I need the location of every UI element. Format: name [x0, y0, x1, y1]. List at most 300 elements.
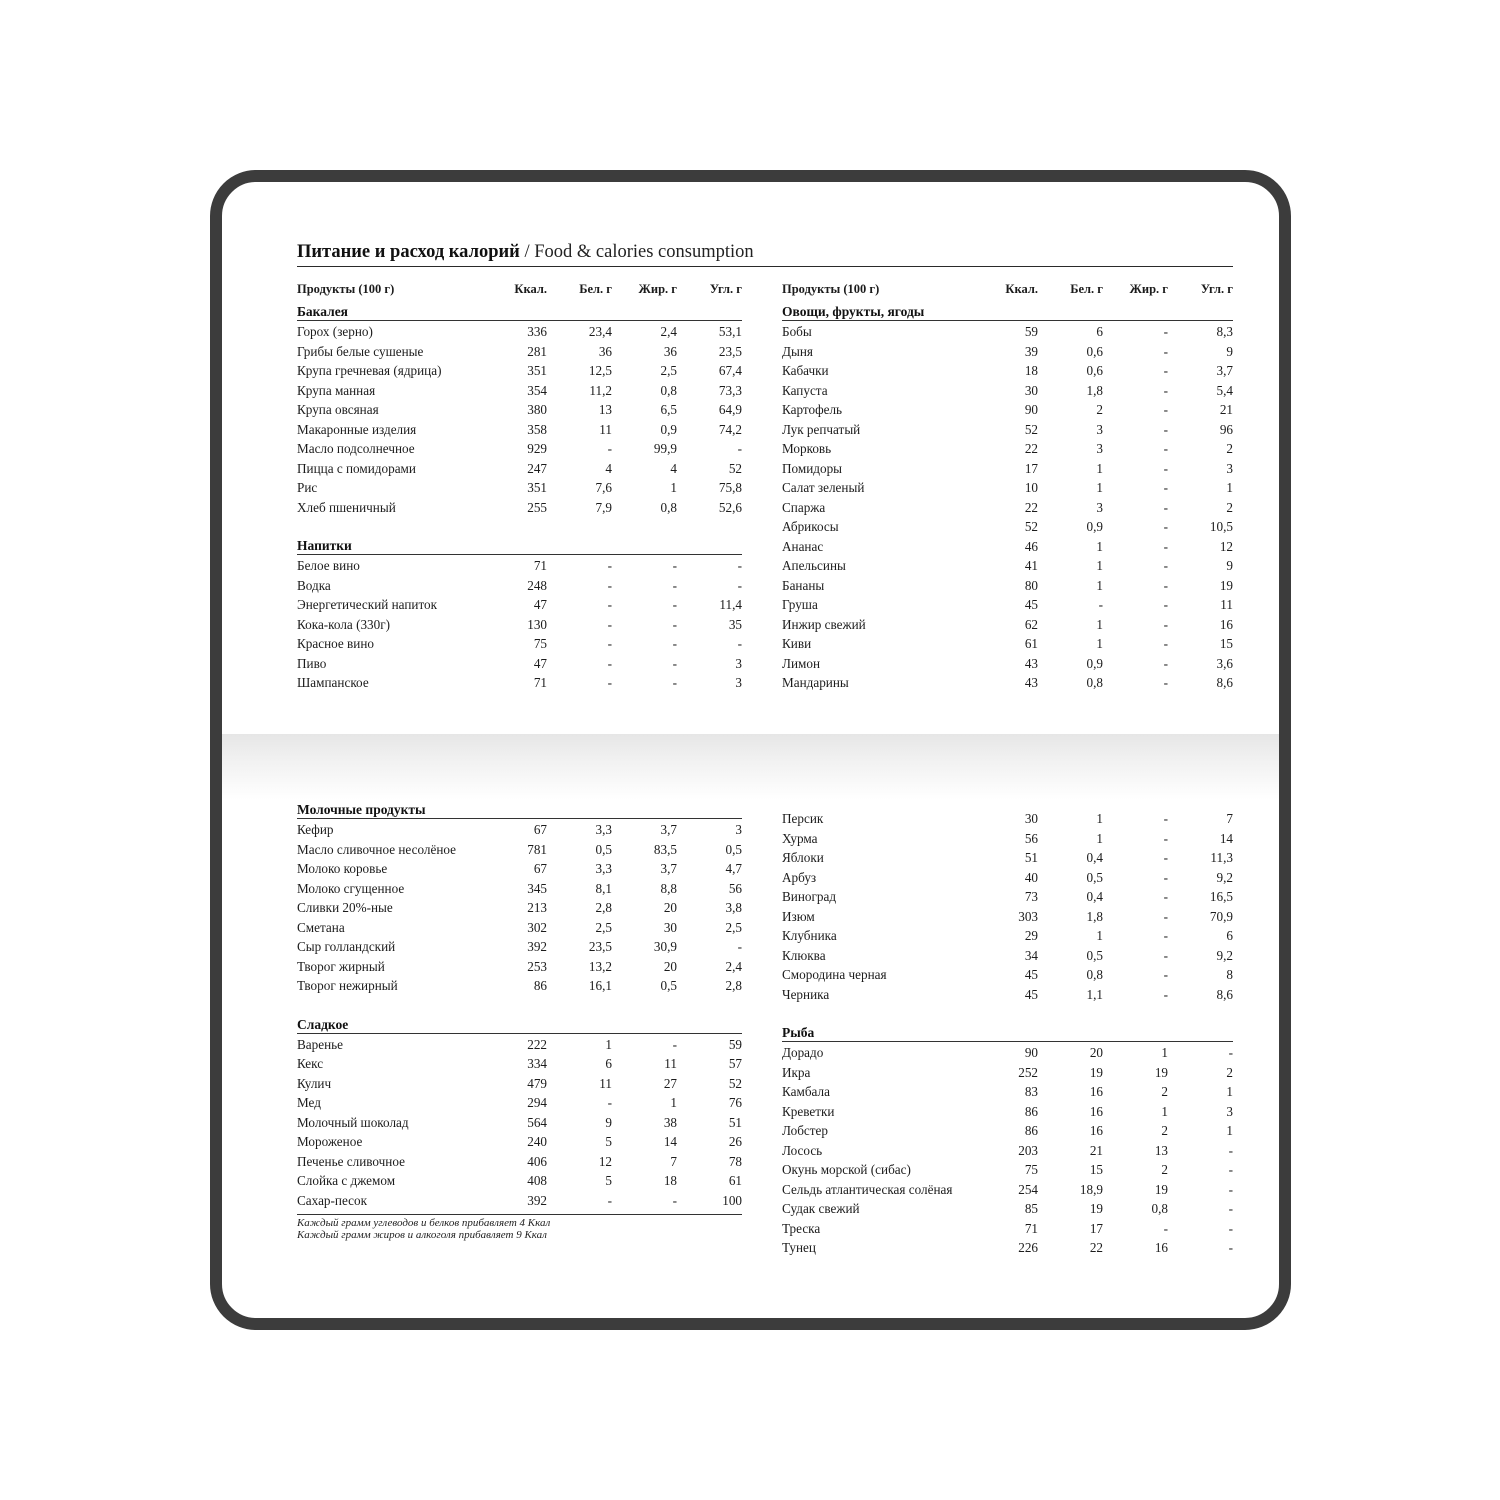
- kcal-value: 406: [527, 1153, 547, 1169]
- protein-value: 0,6: [1086, 343, 1103, 359]
- fat-value: 7: [670, 1153, 677, 1169]
- section-rows: [782, 809, 1233, 1004]
- header-carbs: Угл. г: [709, 281, 742, 296]
- carbs-value: 19: [1219, 577, 1233, 593]
- table-row: [782, 1102, 1233, 1122]
- protein-value: 19: [1089, 1064, 1103, 1080]
- product-name: Мандарины: [782, 675, 849, 690]
- protein-value: 0,8: [1086, 967, 1103, 982]
- kcal-value: 17: [1024, 460, 1038, 476]
- product-name: Арбуз: [782, 869, 817, 885]
- kcal-value: 130: [527, 616, 547, 632]
- table-row: [297, 420, 742, 440]
- table-header: [782, 279, 1233, 299]
- carbs-value: 11: [1220, 597, 1233, 612]
- fat-value: -: [672, 1036, 677, 1052]
- carbs-value: 3,7: [1216, 363, 1233, 378]
- product-name: Слойка с джемом: [297, 1173, 396, 1188]
- carbs-value: 9,2: [1216, 947, 1233, 963]
- protein-value: 5: [605, 1173, 612, 1188]
- kcal-value: 73: [1024, 889, 1038, 904]
- carbs-value: 8,6: [1216, 675, 1233, 690]
- carbs-value: 59: [728, 1036, 742, 1052]
- table-row: [297, 1074, 742, 1094]
- kcal-value: 281: [527, 343, 547, 359]
- kcal-value: 351: [527, 480, 547, 495]
- product-name: Окунь морской (сибас): [782, 1162, 911, 1177]
- protein-value: 16: [1089, 1123, 1103, 1138]
- carbs-value: 21: [1219, 402, 1233, 417]
- table-row: [782, 1082, 1233, 1102]
- product-name: Судак свежий: [782, 1201, 860, 1216]
- product-name: Крупа овсяная: [297, 402, 379, 417]
- fat-value: 0,8: [660, 382, 677, 398]
- fat-value: 27: [663, 1075, 677, 1091]
- fat-value: -: [1163, 421, 1168, 437]
- product-name: Белое вино: [297, 558, 360, 573]
- protein-value: -: [607, 616, 612, 632]
- carbs-value: 35: [728, 616, 742, 632]
- protein-value: 0,9: [1086, 519, 1103, 534]
- fat-value: 0,9: [660, 421, 677, 437]
- product-name: Бананы: [782, 577, 825, 593]
- product-name: Камбала: [782, 1084, 830, 1099]
- fat-value: -: [1163, 343, 1168, 359]
- fat-value: 99,9: [653, 441, 677, 456]
- kcal-value: 39: [1024, 343, 1038, 359]
- protein-value: -: [607, 655, 612, 671]
- table-row: [782, 809, 1233, 829]
- carbs-value: -: [737, 577, 742, 593]
- kcal-value: 47: [533, 655, 547, 671]
- product-name: Морковь: [782, 441, 832, 456]
- kcal-value: 392: [527, 939, 547, 954]
- kcal-value: 479: [527, 1075, 547, 1091]
- fat-value: -: [1163, 675, 1168, 690]
- protein-value: 8,1: [595, 880, 612, 896]
- header-protein: Бел. г: [1070, 281, 1103, 296]
- table-row: [297, 400, 742, 420]
- kcal-value: 71: [533, 558, 547, 573]
- table-header: [297, 279, 742, 299]
- protein-value: 1: [1096, 616, 1103, 632]
- carbs-value: 11,3: [1210, 850, 1233, 865]
- kcal-value: 358: [527, 421, 547, 437]
- fat-value: -: [1163, 1220, 1168, 1236]
- kcal-value: 303: [1018, 908, 1038, 924]
- table-row: [297, 439, 742, 459]
- protein-value: 2,8: [595, 900, 612, 915]
- fat-value: 20: [663, 900, 677, 915]
- protein-value: 6: [1096, 324, 1103, 339]
- fat-value: -: [1163, 363, 1168, 378]
- table-row: [782, 400, 1233, 420]
- fat-value: -: [1163, 986, 1168, 1002]
- product-name: Сметана: [297, 919, 345, 935]
- fat-value: -: [1163, 324, 1168, 339]
- product-name: Капуста: [782, 382, 828, 398]
- section-produce-continued: [782, 809, 1233, 1004]
- section-drinks: [297, 537, 742, 693]
- carbs-value: 7: [1226, 811, 1233, 826]
- carbs-value: 3: [1226, 460, 1233, 476]
- fat-value: -: [1163, 869, 1168, 885]
- table-row: [782, 868, 1233, 888]
- product-name: Сахар-песок: [297, 1192, 368, 1208]
- carbs-value: 96: [1219, 421, 1233, 437]
- table-row: [297, 1191, 742, 1211]
- protein-value: 1: [1096, 480, 1103, 495]
- protein-value: 2: [1096, 402, 1103, 417]
- protein-value: 13: [598, 402, 612, 417]
- carbs-value: 78: [728, 1153, 742, 1169]
- protein-value: 1: [1096, 538, 1103, 554]
- fat-value: 36: [663, 343, 677, 359]
- table-row: [297, 898, 742, 918]
- carbs-value: 76: [728, 1095, 742, 1110]
- carbs-value: 8,3: [1216, 324, 1233, 339]
- protein-value: 12,5: [588, 363, 612, 378]
- protein-value: -: [607, 558, 612, 573]
- table-row: [782, 829, 1233, 849]
- protein-value: 6: [605, 1056, 612, 1071]
- kcal-value: 75: [533, 636, 547, 651]
- carbs-value: 1: [1226, 480, 1233, 495]
- table-row: [782, 654, 1233, 674]
- kcal-value: 254: [1018, 1181, 1038, 1197]
- title-ru: Питание и расход калорий: [297, 242, 520, 262]
- fat-value: -: [1163, 830, 1168, 846]
- header-product: Продукты (100 г): [297, 281, 395, 296]
- kcal-value: 240: [527, 1134, 547, 1149]
- carbs-value: 57: [728, 1056, 742, 1071]
- fat-value: -: [1163, 441, 1168, 456]
- table-row: [297, 957, 742, 977]
- product-name: Бобы: [782, 324, 812, 339]
- protein-value: 23,5: [588, 939, 612, 954]
- carbs-value: 2: [1226, 441, 1233, 456]
- product-name: Помидоры: [782, 460, 843, 476]
- product-name: Салат зеленый: [782, 480, 865, 495]
- table-row: [297, 820, 742, 840]
- fat-value: -: [1163, 616, 1168, 632]
- product-name: Спаржа: [782, 499, 826, 515]
- header-product: Продукты (100 г): [782, 281, 880, 296]
- fat-value: -: [1163, 460, 1168, 476]
- table-row: [782, 420, 1233, 440]
- fat-value: 1: [1161, 1103, 1168, 1119]
- product-name: Мороженое: [297, 1134, 363, 1149]
- product-name: Хлеб пшеничный: [297, 499, 396, 515]
- protein-value: 3: [1096, 499, 1103, 515]
- section-grocery: [297, 303, 742, 517]
- carbs-value: 1: [1226, 1084, 1233, 1099]
- kcal-value: 34: [1024, 947, 1038, 963]
- protein-value: 1: [1096, 830, 1103, 846]
- kcal-value: 61: [1024, 636, 1038, 651]
- protein-value: 0,5: [1086, 947, 1103, 963]
- carbs-value: 61: [728, 1173, 742, 1188]
- fat-value: -: [672, 616, 677, 632]
- fat-value: -: [672, 655, 677, 671]
- page-title: [297, 242, 1233, 267]
- kcal-value: 30: [1024, 382, 1038, 398]
- product-name: Грибы белые сушеные: [297, 343, 424, 359]
- product-name: Абрикосы: [782, 519, 839, 534]
- product-name: Кулич: [297, 1075, 332, 1091]
- kcal-value: 86: [1024, 1123, 1038, 1138]
- protein-value: 12: [598, 1153, 612, 1169]
- table-row: [297, 1054, 742, 1074]
- protein-value: 1: [1096, 811, 1103, 826]
- fat-value: -: [672, 558, 677, 573]
- kcal-value: 45: [1024, 967, 1038, 982]
- protein-value: 21: [1089, 1142, 1103, 1158]
- fat-value: 3,7: [660, 861, 677, 876]
- protein-value: 0,5: [1086, 869, 1103, 885]
- product-name: Мед: [297, 1095, 321, 1110]
- product-name: Творог нежирный: [297, 978, 398, 993]
- table-row: [782, 1180, 1233, 1200]
- kcal-value: 380: [527, 402, 547, 417]
- product-name: Молоко сгущенное: [297, 880, 405, 896]
- kcal-value: 71: [533, 675, 547, 690]
- kcal-value: 52: [1024, 421, 1038, 437]
- product-name: Красное вино: [297, 636, 374, 651]
- product-name: Лобстер: [782, 1123, 828, 1138]
- carbs-value: 3: [1226, 1103, 1233, 1119]
- carbs-value: 64,9: [718, 402, 742, 417]
- product-name: Треска: [782, 1220, 821, 1236]
- product-name: Апельсины: [782, 558, 846, 573]
- carbs-value: -: [1228, 1142, 1233, 1158]
- carbs-value: 74,2: [718, 421, 742, 437]
- column-bottom-left: [297, 797, 742, 1241]
- carbs-value: 16,5: [1209, 889, 1233, 904]
- table-row: [782, 1160, 1233, 1180]
- header-protein: Бел. г: [579, 281, 612, 296]
- product-name: Лимон: [782, 655, 820, 671]
- column-top-right: [782, 279, 1233, 693]
- product-name: Масло сливочное несолёное: [297, 841, 456, 857]
- fat-value: -: [672, 597, 677, 612]
- kcal-value: 43: [1024, 675, 1038, 690]
- product-name: Кока-кола (330г): [297, 616, 391, 632]
- kcal-value: 255: [527, 499, 547, 515]
- carbs-value: 52,6: [718, 499, 742, 515]
- protein-value: 7,6: [595, 480, 612, 495]
- protein-value: 3,3: [595, 822, 612, 837]
- protein-value: 1: [1096, 636, 1103, 651]
- kcal-value: 56: [1024, 830, 1038, 846]
- table-row: [297, 478, 742, 498]
- section-title: Овощи, фрукты, ягоды: [782, 303, 1233, 321]
- table-row: [782, 634, 1233, 654]
- table-row: [297, 634, 742, 654]
- product-name: Сливки 20%-ные: [297, 900, 393, 915]
- protein-value: 1: [1096, 928, 1103, 943]
- product-name: Творог жирный: [297, 958, 385, 974]
- table-row: [297, 976, 742, 996]
- kcal-value: 22: [1024, 441, 1038, 456]
- fat-value: 14: [663, 1134, 677, 1149]
- carbs-value: 16: [1219, 616, 1233, 632]
- header-carbs: Угл. г: [1200, 281, 1233, 296]
- product-name: Груша: [782, 597, 818, 612]
- table-row: [297, 576, 742, 596]
- fat-value: 2,4: [660, 324, 677, 339]
- product-name: Пиво: [297, 655, 327, 671]
- kcal-value: 334: [527, 1056, 547, 1071]
- product-name: Пицца с помидорами: [297, 460, 416, 476]
- fat-value: 30,9: [653, 939, 677, 954]
- product-name: Масло подсолнечное: [297, 441, 415, 456]
- table-row: [782, 965, 1233, 985]
- table-row: [782, 887, 1233, 907]
- fat-value: 18: [663, 1173, 677, 1188]
- kcal-value: 247: [527, 460, 547, 476]
- protein-value: 15: [1089, 1162, 1103, 1177]
- kcal-value: 86: [533, 978, 547, 993]
- fat-value: -: [1163, 967, 1168, 982]
- protein-value: 1: [1096, 558, 1103, 573]
- table-row: [297, 1152, 742, 1172]
- kcal-value: 51: [1024, 850, 1038, 865]
- carbs-value: 11,4: [719, 597, 742, 612]
- footnote: Каждый грамм углеводов и белков прибавляет 4 Ккал: [297, 1217, 551, 1229]
- product-name: Макаронные изделия: [297, 421, 417, 437]
- table-row: [297, 918, 742, 938]
- product-name: Изюм: [782, 908, 815, 924]
- protein-value: -: [607, 636, 612, 651]
- carbs-value: -: [737, 441, 742, 456]
- table-row: [782, 1199, 1233, 1219]
- fat-value: -: [1163, 558, 1168, 573]
- protein-value: 2,5: [595, 919, 612, 935]
- fat-value: 0,8: [1151, 1201, 1168, 1216]
- protein-value: 16: [1089, 1103, 1103, 1119]
- protein-value: 11: [599, 421, 612, 437]
- carbs-value: -: [1228, 1181, 1233, 1197]
- carbs-value: 3: [735, 822, 742, 837]
- carbs-value: 56: [728, 880, 742, 896]
- table-row: [297, 459, 742, 479]
- table-row: [297, 654, 742, 674]
- kcal-value: 248: [527, 577, 547, 593]
- protein-value: 1: [605, 1036, 612, 1052]
- kcal-value: 302: [527, 919, 547, 935]
- fat-value: -: [1163, 811, 1168, 826]
- carbs-value: -: [737, 636, 742, 651]
- protein-value: 20: [1089, 1045, 1103, 1060]
- product-name: Крупа гречневая (ядрица): [297, 363, 442, 378]
- kcal-value: 253: [527, 958, 547, 974]
- protein-value: 3,3: [595, 861, 612, 876]
- protein-value: 0,8: [1086, 675, 1103, 690]
- carbs-value: 100: [722, 1192, 742, 1208]
- fat-value: -: [1163, 499, 1168, 515]
- fat-value: -: [672, 636, 677, 651]
- table-row: [782, 361, 1233, 381]
- table-row: [782, 381, 1233, 401]
- fat-value: -: [1163, 889, 1168, 904]
- fat-value: -: [1163, 480, 1168, 495]
- section-sweets: [297, 1016, 742, 1211]
- product-name: Лосось: [782, 1142, 823, 1158]
- kcal-value: 30: [1024, 811, 1038, 826]
- table-row: [782, 478, 1233, 498]
- fat-value: -: [1163, 928, 1168, 943]
- protein-value: -: [607, 1095, 612, 1110]
- fat-value: 0,5: [660, 978, 677, 993]
- kcal-value: 222: [527, 1036, 547, 1052]
- carbs-value: 10,5: [1209, 519, 1233, 534]
- carbs-value: 14: [1219, 830, 1233, 846]
- table-row: [297, 498, 742, 518]
- product-name: Виноград: [782, 889, 837, 904]
- protein-value: -: [607, 441, 612, 456]
- product-name: Сыр голландский: [297, 939, 396, 954]
- kcal-value: 781: [527, 841, 547, 857]
- protein-value: -: [607, 675, 612, 690]
- product-name: Печенье сливочное: [297, 1153, 405, 1169]
- fat-value: 1: [670, 480, 677, 495]
- carbs-value: 4,7: [725, 861, 742, 876]
- product-name: Энергетический напиток: [297, 597, 438, 612]
- kcal-value: 29: [1024, 928, 1038, 943]
- carbs-value: -: [1228, 1045, 1233, 1060]
- fat-value: 3,7: [660, 822, 677, 837]
- product-name: Икра: [782, 1064, 811, 1080]
- protein-value: 0,6: [1086, 363, 1103, 378]
- table-row: [297, 840, 742, 860]
- carbs-value: 2: [1226, 499, 1233, 515]
- section-rows: [782, 322, 1233, 693]
- kcal-value: 62: [1024, 616, 1038, 632]
- carbs-value: -: [1228, 1201, 1233, 1216]
- protein-value: 0,4: [1086, 850, 1103, 865]
- kcal-value: 90: [1024, 402, 1038, 417]
- kcal-value: 213: [527, 900, 547, 915]
- fat-value: -: [1163, 597, 1168, 612]
- carbs-value: 15: [1219, 636, 1233, 651]
- carbs-value: -: [1228, 1220, 1233, 1236]
- protein-value: 4: [605, 460, 612, 476]
- table-row: [297, 556, 742, 576]
- fat-value: 8,8: [660, 880, 677, 896]
- kcal-value: 252: [1018, 1064, 1038, 1080]
- carbs-value: 2: [1226, 1064, 1233, 1080]
- product-name: Молоко коровье: [297, 861, 388, 876]
- kcal-value: 41: [1024, 558, 1038, 573]
- product-name: Водка: [297, 577, 331, 593]
- fat-value: 0,8: [660, 499, 677, 515]
- kcal-value: 392: [527, 1192, 547, 1208]
- table-row: [297, 1113, 742, 1133]
- section-rows: [297, 1035, 742, 1211]
- kcal-value: 59: [1024, 324, 1038, 339]
- product-name: Шампанское: [297, 675, 369, 690]
- table-row: [782, 1238, 1233, 1258]
- kcal-value: 203: [1018, 1142, 1038, 1158]
- kcal-value: 86: [1024, 1103, 1038, 1119]
- product-name: Сельдь атлантическая солёная: [782, 1181, 953, 1197]
- product-name: Лук репчатый: [782, 421, 861, 437]
- section-title: Рыба: [782, 1024, 1233, 1042]
- kcal-value: 351: [527, 363, 547, 378]
- product-name: Инжир свежий: [782, 616, 866, 632]
- protein-value: 0,4: [1086, 889, 1103, 904]
